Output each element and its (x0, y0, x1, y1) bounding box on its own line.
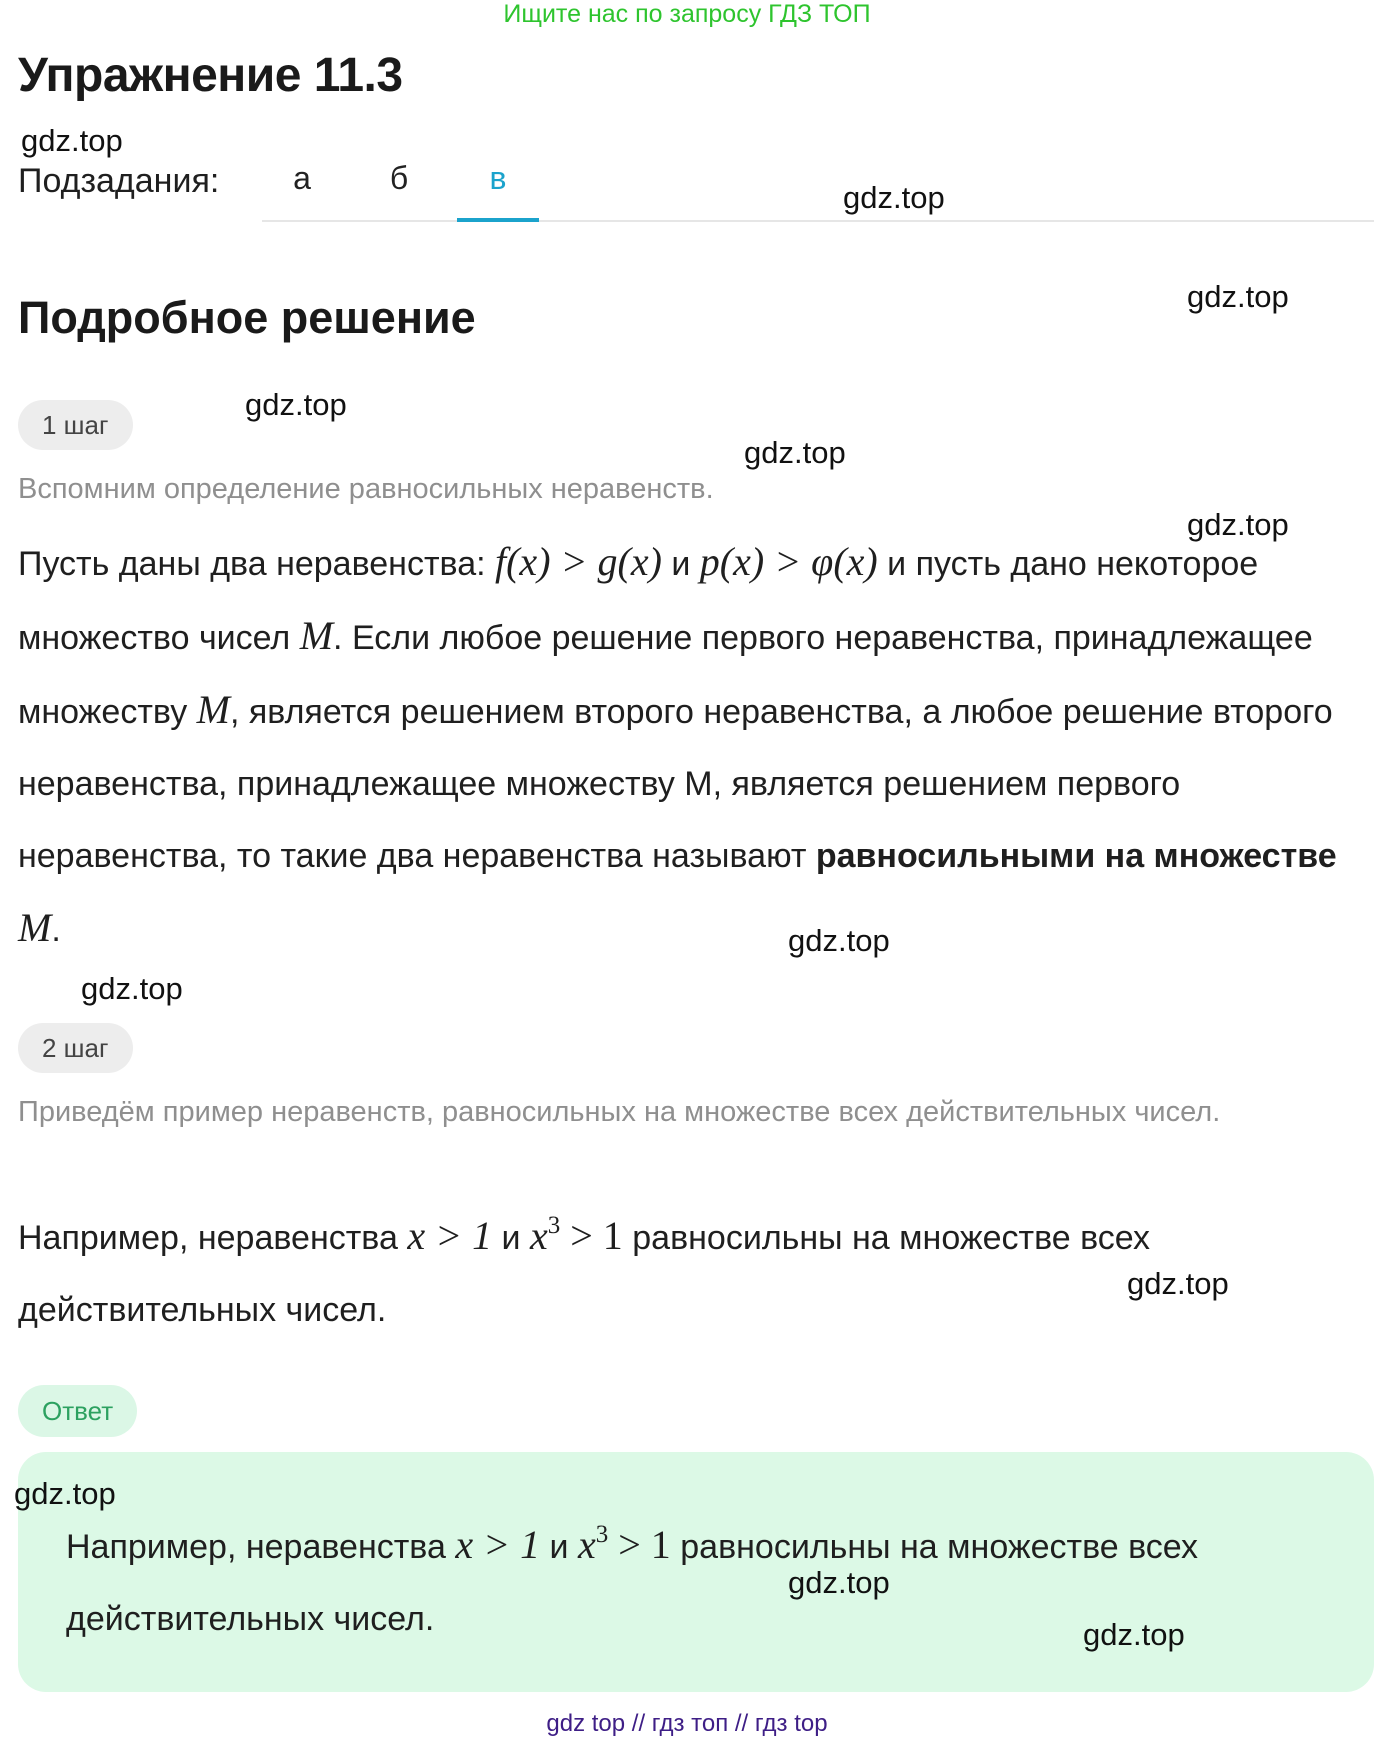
watermark: gdz.top (245, 387, 347, 422)
watermark: gdz.top (1127, 1266, 1229, 1301)
watermark: gdz.top (21, 123, 123, 158)
math-x-gt-1: x > 1 (407, 1213, 493, 1258)
answer-text-part: Например, неравенства (66, 1528, 456, 1566)
answer-badge: Ответ (18, 1385, 137, 1437)
tabs-divider (262, 220, 1374, 222)
section-title: Подробное решение (18, 292, 476, 343)
watermark: gdz.top (1187, 279, 1289, 314)
step-1-badge: 1 шаг (18, 400, 133, 450)
math-inequality-f-g: f(x) > g(x) (495, 539, 662, 584)
answer-text-part: равносильны на множестве всех действительных чисел. (66, 1528, 1198, 1638)
step-1-text-part: и (661, 545, 700, 583)
step-2-badge: 2 шаг (18, 1023, 133, 1073)
watermark: gdz.top (14, 1476, 116, 1511)
exercise-title: Упражнение 11.3 (18, 49, 403, 102)
step-1-description: Вспомним определение равносильных неравенств. (18, 473, 714, 505)
step-1-text-part: . Если любое решение первого неравенства, принадлежащее множеству (18, 619, 1313, 731)
footer-text: gdz top // гдз топ // гдз top (546, 1710, 828, 1737)
math-inequality-p-phi: p(x) > φ(x) (699, 539, 878, 584)
subtasks-label: Подзадания: (18, 162, 220, 200)
step-1-text-part: . (51, 911, 61, 949)
step-1-text-part: , является решением второго неравенства, а любое решение второго неравенства, принадлежащее множеству М, является решением первого неравенства, то такие два неравенства называют (18, 693, 1333, 875)
math-exponent: 3 (595, 1521, 609, 1548)
watermark: gdz.top (81, 971, 183, 1006)
step-1-text (18, 526, 1363, 966)
math-set-m: M (196, 687, 230, 732)
step-2-text-part: равносильны на множестве всех действительных чисел. (18, 1219, 1150, 1329)
math-rest: > 1 (608, 1522, 671, 1567)
watermark: gdz.top (843, 180, 945, 215)
watermark: gdz.top (1187, 507, 1289, 542)
active-tab-indicator (457, 218, 539, 222)
watermark: gdz.top (788, 923, 890, 958)
step-1-text-part: и пусть дано некоторое множество чисел (18, 545, 1259, 657)
step-2-text-part: Например, неравенства (18, 1219, 408, 1257)
tab-b[interactable]: б (389, 160, 409, 196)
watermark: gdz.top (744, 435, 846, 470)
math-set-m: M (299, 613, 334, 658)
math-base: x (577, 1522, 596, 1567)
watermark: gdz.top (1083, 1617, 1185, 1652)
math-x-cubed-gt-1 (530, 1213, 623, 1258)
math-x-gt-1: x > 1 (455, 1522, 541, 1567)
math-base: x (529, 1213, 548, 1258)
search-banner: Ищите нас по запросу ГДЗ ТОП (503, 0, 871, 28)
math-rest: > 1 (560, 1213, 623, 1258)
step-2-description: Приведём пример неравенств, равносильных на множестве всех действительных чисел. (18, 1096, 1221, 1128)
math-exponent: 3 (547, 1212, 561, 1239)
tab-v[interactable]: в (489, 160, 507, 196)
step-1-text-part: Пусть даны два неравенства: (18, 545, 495, 583)
answer-text-part: и (540, 1528, 578, 1566)
term-equivalent-on-set: равносильными на множестве (815, 837, 1337, 875)
math-set-m: M (18, 905, 52, 950)
math-x-cubed-gt-1 (578, 1522, 671, 1567)
tab-a[interactable]: а (293, 160, 311, 196)
watermark: gdz.top (788, 1565, 890, 1600)
step-2-text-part: и (492, 1219, 530, 1257)
